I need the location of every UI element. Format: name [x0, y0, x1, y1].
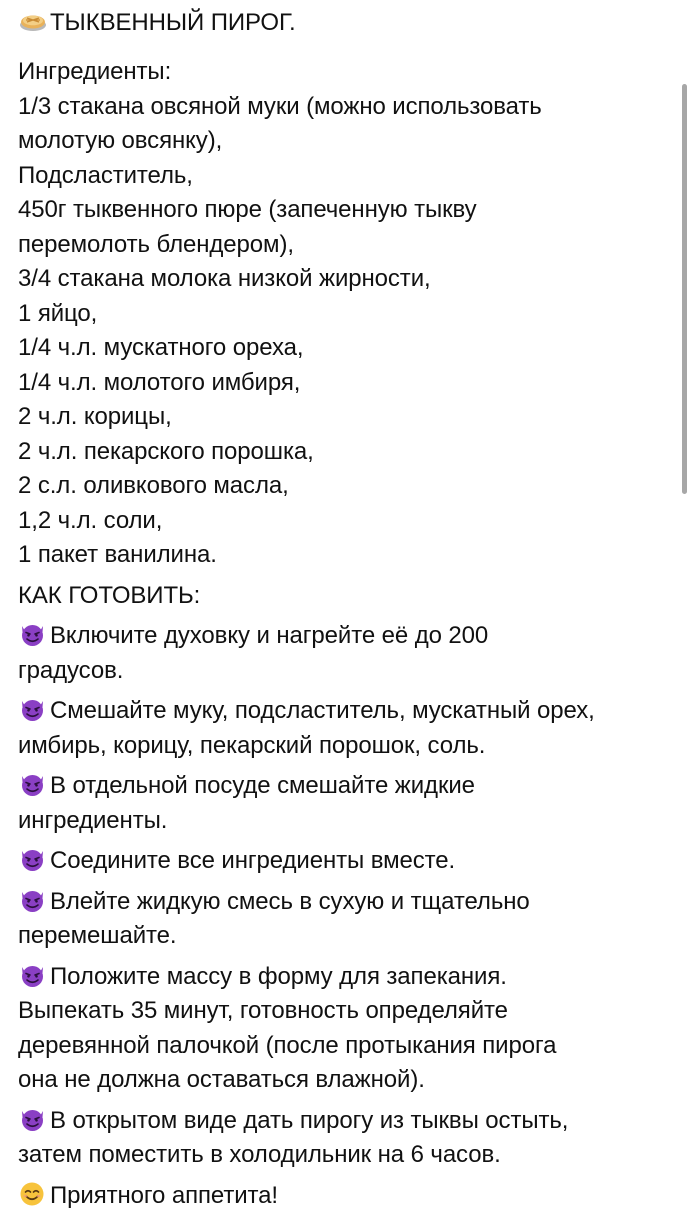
- ingredient-line: 1/3 стакана овсяной муки (можно использовать: [18, 92, 542, 120]
- smiling-face-icon: [18, 1181, 48, 1207]
- recipe-title: [18, 6, 678, 43]
- scrollbar[interactable]: [682, 84, 687, 494]
- step-item: Смешайте муку, подсластитель, мускатный орех, имбирь, корицу, пекарский порошок, соль.: [18, 697, 595, 759]
- ingredient-line: перемолоть блендером),: [18, 230, 294, 258]
- step-item: Включите духовку и нагрейте её до 200 градусов.: [18, 622, 489, 684]
- ingredient-line: молотую овсянку),: [18, 127, 223, 154]
- step-item: В открытом виде дать пирогу из тыквы остыть, затем поместить в холодильник на 6 часов.: [18, 1106, 569, 1168]
- ingredient-line: 1/4 ч.л. молотого имбиря,: [18, 368, 301, 396]
- recipe-document: [18, 6, 678, 1213]
- ingredient-line: 2 с.л. оливкового масла,: [18, 472, 289, 499]
- smiling-devil-icon: [18, 962, 48, 988]
- ingredient-line: 2 ч.л. пекарского порошка,: [18, 437, 314, 465]
- smiling-devil-icon: [18, 1106, 48, 1132]
- closing-text: Приятного аппетита!: [50, 1181, 278, 1209]
- ingredient-line: 1,2 ч.л. соли,: [18, 506, 163, 534]
- steps-heading: КАК ГОТОВИТЬ:: [18, 581, 201, 609]
- ingredient-line: 3/4 стакана молока низкой жирности,: [18, 265, 431, 292]
- smiling-devil-icon: [18, 887, 48, 913]
- ingredient-line: 2 ч.л. корицы,: [18, 403, 172, 430]
- closing-line: [18, 1179, 678, 1214]
- step-item: Соедините все ингредиенты вместе.: [18, 844, 678, 879]
- ingredient-line: 450г тыквенного пюре (запеченную тыкву: [18, 196, 477, 223]
- step-item: Влейте жидкую смесь в сухую и тщательно перемешайте.: [18, 887, 530, 949]
- ingredient-line: 1/4 ч.л. мускатного ореха,: [18, 334, 304, 361]
- ingredient-line: 1 яйцо,: [18, 299, 98, 327]
- ingredient-line: Подсластитель,: [18, 161, 193, 189]
- smiling-devil-icon: [18, 771, 48, 797]
- ingredients-heading: Ингредиенты:: [18, 58, 172, 85]
- recipe-title-text: ТЫКВЕННЫЙ ПИРОГ.: [50, 9, 296, 36]
- pie-icon: [18, 8, 48, 34]
- ingredients-list: [18, 90, 678, 573]
- smiling-devil-icon: [18, 846, 48, 872]
- smiling-devil-icon: [18, 696, 48, 722]
- step-item: В отдельной посуде смешайте жидкие ингредиенты.: [18, 772, 475, 834]
- smiling-devil-icon: [18, 621, 48, 647]
- steps-list: [18, 619, 678, 1173]
- step-item: Положите массу в форму для запекания. Выпекать 35 минут, готовность определяйте деревянной палочкой (после протыкания пирога она не должна оставаться влажной).: [18, 962, 557, 1093]
- ingredient-line: 1 пакет ванилина.: [18, 541, 217, 568]
